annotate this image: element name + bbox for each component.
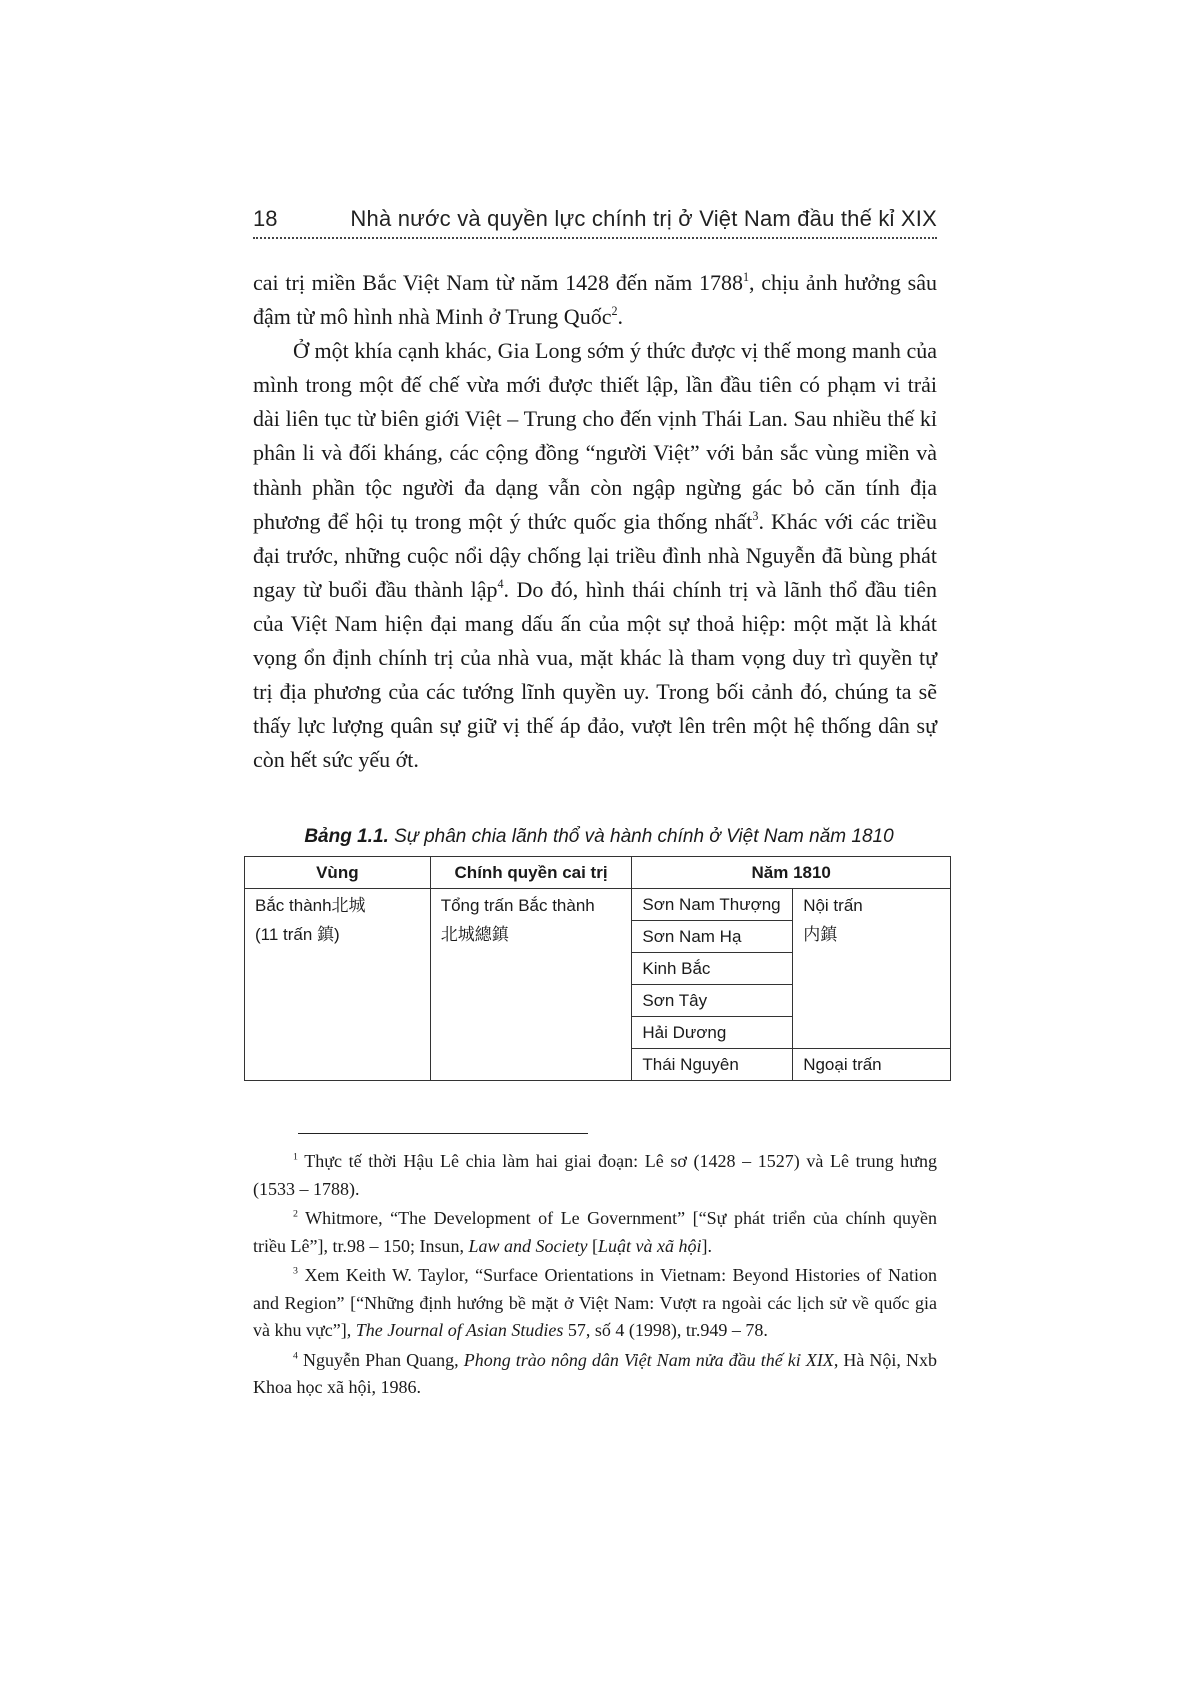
table-row — [245, 889, 951, 921]
province-cell: Sơn Nam Hạ — [632, 921, 793, 953]
table-caption-label: Bảng 1.1. — [304, 826, 389, 847]
footnote-4: $^4$ Nguyễn Phan Quang, Phong trào nông dân Việt Nam nửa đầu thế kỉ XIX, Hà Nội, Nxb Khoa học xã hội, 1986. — [253, 1349, 937, 1397]
authority-cell — [430, 889, 632, 1081]
table-caption — [244, 826, 954, 848]
header-region: Vùng — [245, 857, 431, 889]
footnote-ref-4[interactable]: 4 — [497, 576, 504, 591]
province-cell: Hải Dương — [632, 1017, 793, 1049]
footnotes — [253, 1148, 937, 1404]
province-cell: Sơn Tây — [632, 985, 793, 1017]
inner-region-cell — [793, 889, 951, 1049]
footnote-2: $^2$ Whitmore, “The Development of Le Government” [“Sự phát triển của chính quyền triều Lê”], tr.98 – 150; Insun, Law and Society [Luật và xã hội]. — [253, 1208, 937, 1256]
footnote-ref-1[interactable]: 1 — [742, 269, 750, 284]
header-year: Năm 1810 — [632, 857, 951, 889]
footnote-ref-2[interactable]: 2 — [611, 304, 618, 319]
header-dotted-rule — [253, 237, 937, 239]
paragraph-1: cai trị miền Bắc Việt Nam từ năm 1428 đến năm 1788$^1$, chịu ảnh hưởng sâu đậm từ mô hình nhà Minh ở Trung Quốc$^2$. — [253, 269, 937, 330]
header-authority: Chính quyền cai trị — [430, 857, 632, 889]
page-header — [253, 206, 937, 240]
province-cell: Kinh Bắc — [632, 953, 793, 985]
footnote-3: $^3$ Xem Keith W. Taylor, “Surface Orientations in Vietnam: Beyond Histories of Nation and Region” [“Những định hướng bề mặt ở Việt Nam: Vượt ra ngoài các lịch sử về quốc gia và khu vực”], The Journal of Asian Studies 57, số 4 (1998), tr.949 – 78. — [253, 1265, 938, 1340]
paragraph-2: Ở một khía cạnh khác, Gia Long sớm ý thức được vị thế mong manh của mình trong một đế chế vừa mới được thiết lập, lần đầu tiên có phạm vi trải dài liên tục từ biên giới Việt – Trung cho đến vịnh Thái Lan. Sau nhiều thế kỉ phân li và đối kháng, các cộng đồng “người Việt” với bản sắc vùng miền và thành phần tộc người đa dạng vẫn còn ngập ngừng gác bỏ căn tính địa phương để hội tụ trong một ý thức quốc gia thống nhất$^3$. Khác với các triều đại trước, những cuộc nổi dậy chống lại triều đình nhà Nguyễn đã bùng phát ngay từ buổi đầu thành lập$^4$. Do đó, hình thái chính trị và lãnh thổ đầu tiên của Việt Nam hiện đại mang dấu ấn của một sự thoả hiệp: một mặt là khát vọng ổn định chính trị của nhà vua, mặt khác là tham vọng duy trì quyền tự trị địa phương của các tướng lĩnh quyền uy. Trong bối cảnh đó, chúng ta sẽ thấy lực lượng quân sự giữ vị thế áp đảo, vượt lên trên một hệ thống dân sự còn hết sức yếu ớt. — [253, 338, 937, 773]
inner-label: Nội trấn — [803, 896, 863, 915]
province-cell: Sơn Nam Thượng — [632, 889, 793, 921]
province-cell: Thái Nguyên — [632, 1049, 793, 1081]
region-name: Bắc thành北城 — [255, 896, 366, 915]
admin-division-table — [244, 856, 951, 1081]
table-caption-text: Sự phân chia lãnh thổ và hành chính ở Việt Nam năm 1810 — [388, 826, 894, 847]
footnote-separator — [298, 1133, 588, 1134]
authority-name: Tổng trấn Bắc thành — [440, 896, 595, 915]
running-title: Nhà nước và quyền lực chính trị ở Việt Nam đầu thế kỉ XIX — [350, 206, 937, 231]
footnote-1: $^1$ Thực tế thời Hậu Lê chia làm hai giai đoạn: Lê sơ (1428 – 1527) và Lê trung hưng (1533 – 1788). — [253, 1151, 937, 1199]
outer-region-cell: Ngoại trấn — [793, 1049, 951, 1081]
region-cell — [245, 889, 431, 1081]
page-number: 18 — [253, 206, 278, 231]
table-header-row — [245, 857, 951, 889]
body-text — [253, 266, 937, 777]
region-count: (11 trấn 鎮) — [255, 925, 340, 944]
inner-han: 内鎮 — [803, 925, 838, 944]
footnote-ref-3[interactable]: 3 — [752, 508, 759, 523]
authority-han: 北城總鎮 — [440, 925, 509, 944]
